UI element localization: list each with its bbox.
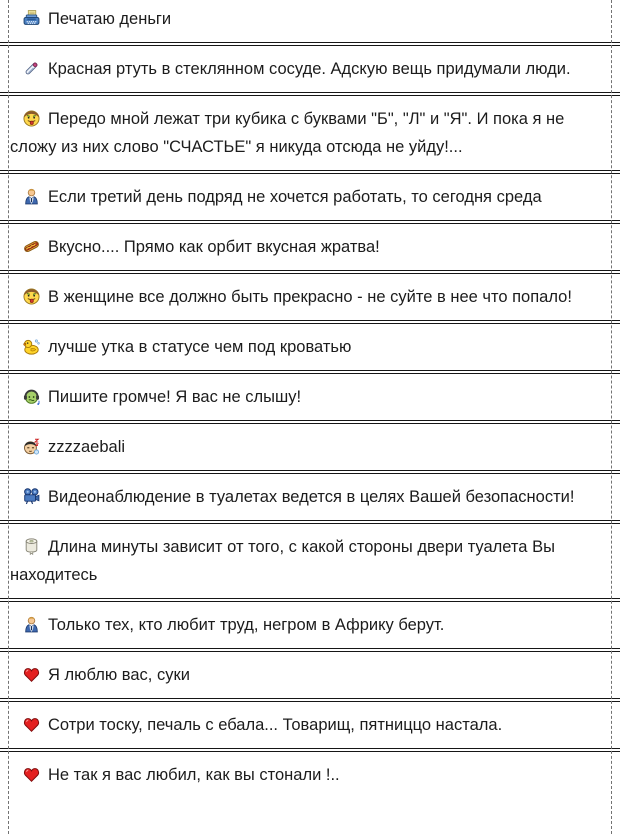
status-row[interactable] <box>0 323 620 371</box>
status-text: Сотри тоску, печаль с ебала... Товарищ, пятниццо настала. <box>48 716 503 734</box>
businessman-icon <box>22 188 41 205</box>
status-line <box>10 433 606 461</box>
status-text: Пишите громче! Я вас не слышу! <box>48 388 302 406</box>
status-text: Вкусно.... Прямо как орбит вкусная жратва! <box>48 238 380 256</box>
status-text: Передо мной лежат три кубика с буквами "Б", "Л" и "Я". И пока я не сложу из них слово "СЧАСТЬЕ" я никуда отсюда не уйду!... <box>10 110 565 156</box>
status-row[interactable] <box>0 423 620 471</box>
status-row[interactable] <box>0 473 620 521</box>
status-line <box>10 55 606 83</box>
status-text: Красная ртуть в стеклянном сосуде. Адскую вещь придумали люди. <box>48 60 571 78</box>
status-line <box>10 533 606 589</box>
crazy-face-icon <box>22 110 41 127</box>
status-line <box>10 283 606 311</box>
status-line <box>10 333 606 361</box>
sleeping-face-icon <box>22 438 41 455</box>
status-row[interactable] <box>0 95 620 171</box>
status-row[interactable] <box>0 173 620 221</box>
status-text: лучше утка в статусе чем под кроватью <box>48 338 352 356</box>
status-line <box>10 105 606 161</box>
businessman-icon <box>22 616 41 633</box>
duck-icon <box>22 338 41 355</box>
status-row[interactable] <box>0 701 620 749</box>
status-text: zzzzaebali <box>48 438 126 456</box>
status-row[interactable] <box>0 45 620 93</box>
status-row[interactable] <box>0 751 620 798</box>
status-row[interactable] <box>0 273 620 321</box>
hotdog-icon <box>22 238 41 255</box>
status-line <box>10 711 606 739</box>
status-line <box>10 761 606 789</box>
status-row[interactable] <box>0 523 620 599</box>
status-line <box>10 611 606 639</box>
status-text: Только тех, кто любит труд, негром в Африку берут. <box>48 616 445 634</box>
heart-icon <box>22 766 41 783</box>
status-line <box>10 383 606 411</box>
status-line <box>10 183 606 211</box>
status-text: Я люблю вас, суки <box>48 666 190 684</box>
typewriter-icon <box>22 10 41 27</box>
toilet-paper-icon <box>22 538 41 555</box>
headphones-face-icon <box>22 388 41 405</box>
status-text: В женщине все должно быть прекрасно - не суйте в нее что попало! <box>48 288 572 306</box>
status-text: Если третий день подряд не хочется работать, то сегодня среда <box>48 188 542 206</box>
heart-icon <box>22 666 41 683</box>
status-row[interactable] <box>0 223 620 271</box>
status-text: Печатаю деньги <box>48 10 172 28</box>
status-row[interactable] <box>0 373 620 421</box>
status-line <box>10 483 606 511</box>
ampoule-icon <box>22 60 41 77</box>
status-line <box>10 5 606 33</box>
status-text: Длина минуты зависит от того, с какой стороны двери туалета Вы находитесь <box>10 538 555 584</box>
status-row[interactable] <box>0 0 620 43</box>
video-camera-icon <box>22 488 41 505</box>
crazy-face-icon <box>22 288 41 305</box>
status-text: Видеонаблюдение в туалетах ведется в целях Вашей безопасности! <box>48 488 575 506</box>
heart-icon <box>22 716 41 733</box>
status-line <box>10 233 606 261</box>
status-row[interactable] <box>0 651 620 699</box>
status-line <box>10 661 606 689</box>
status-row[interactable] <box>0 601 620 649</box>
status-text: Не так я вас любил, как вы стонали !.. <box>48 766 340 784</box>
